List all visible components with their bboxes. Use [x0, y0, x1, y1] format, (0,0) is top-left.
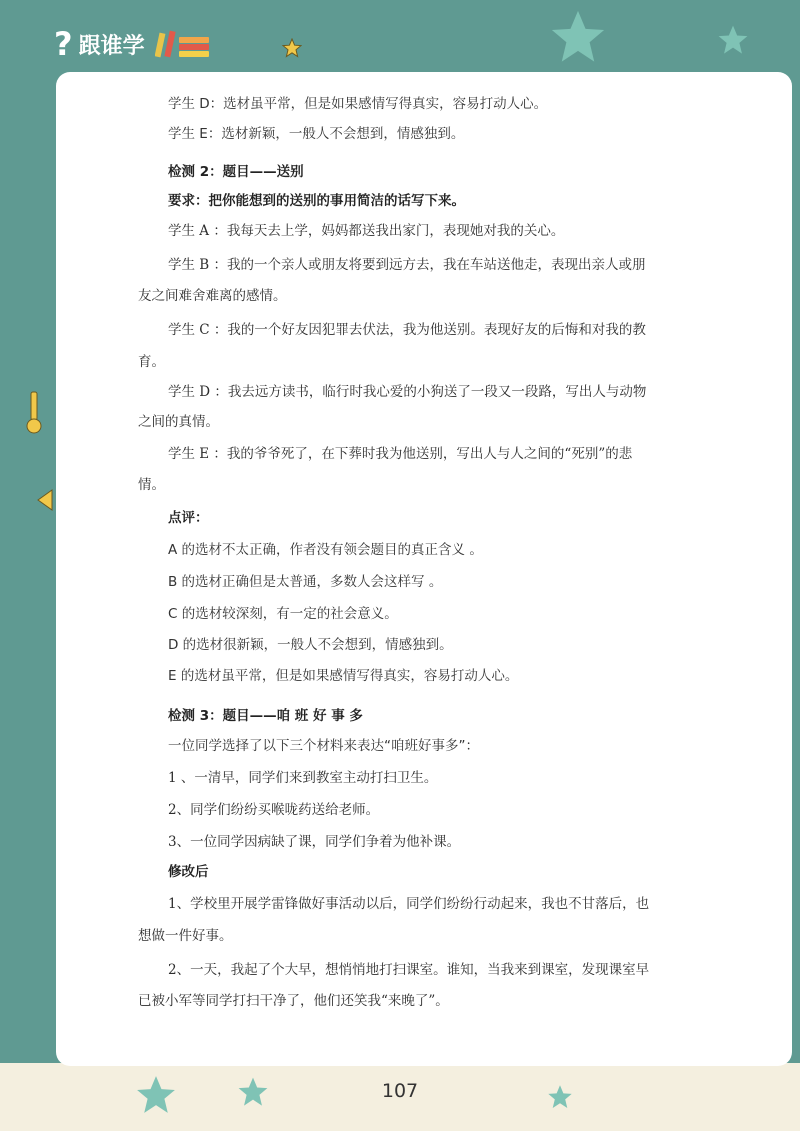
- text-line: 学生 E ：我的爷爷死了，在下葬时我为他送别，写出人与人之间的“死别”的悲: [168, 446, 633, 462]
- text-line: 情。: [138, 477, 165, 493]
- review-heading: 点评：: [168, 510, 209, 526]
- text-line: 学生 D：选材虽平常，但是如果感情写得真实，容易打动人心。: [168, 96, 548, 112]
- text-line: 一位同学选择了以下三个材料来表达“咱班好事多”：: [168, 738, 479, 754]
- text-line: 2、同学们纷纷买喉咙药送给老师。: [168, 802, 380, 818]
- page-number: 107: [381, 1080, 419, 1102]
- text-line: E 的选材虽平常，但是如果感情写得真实，容易打动人心。: [168, 668, 519, 684]
- text-line: 学生 C ：我的一个好友因犯罪去伏法，我为他送别。表现好友的后悔和对我的教: [168, 322, 646, 338]
- text-line: 3、一位同学因病缺了课，同学们争着为他补课。: [168, 834, 461, 850]
- text-line: C 的选材较深刻，有一定的社会意义。: [168, 606, 398, 622]
- question-mark-icon: ?: [54, 25, 73, 63]
- text-line: 想做一件好事。: [138, 928, 233, 944]
- text-line: 学生 B ：我的一个亲人或朋友将要到远方去，我在车站送他走，表现出亲人或朋: [168, 257, 646, 273]
- triangle-icon: [36, 488, 54, 512]
- spoon-icon: [20, 390, 48, 438]
- requirement-line: 要求：把你能想到的送别的事用简洁的话写下来。: [168, 193, 465, 209]
- text-line: 育。: [138, 354, 165, 370]
- text-line: 友之间难舍难离的感情。: [138, 288, 287, 304]
- star-icon: [716, 24, 750, 56]
- text-line: 已被小军等同学打扫干净了，他们还笑我“来晚了”。: [138, 993, 449, 1009]
- brand-name: 跟谁学: [78, 33, 145, 59]
- text-line: 1、学校里开展学雷锋做好事活动以后，同学们纷纷行动起来，我也不甘落后，也: [168, 896, 650, 912]
- text-line: 之间的真情。: [138, 414, 219, 430]
- text-line: A 的选材不太正确，作者没有领会题目的真正含义 。: [168, 542, 483, 558]
- star-icon: [282, 38, 302, 58]
- section-heading: 检测 3：题目——咱 班 好 事 多: [168, 708, 363, 724]
- brand-logo: [54, 26, 213, 62]
- section-heading: 检测 2：题目——送别: [168, 164, 304, 180]
- books-icon: [155, 27, 213, 61]
- text-line: 学生 A ：我每天去上学，妈妈都送我出家门，表现她对我的关心。: [168, 223, 565, 239]
- text-line: 2、一天，我起了个大早，想悄悄地打扫课室。谁知，当我来到课室，发现课室早: [168, 962, 650, 978]
- text-line: 学生 E：选材新颖，一般人不会想到，情感独到。: [168, 126, 465, 142]
- text-line: B 的选材正确但是太普通，多数人会这样写 。: [168, 574, 443, 590]
- star-icon: [548, 8, 608, 66]
- revised-heading: 修改后: [168, 864, 209, 880]
- text-line: D 的选材很新颖，一般人不会想到，情感独到。: [168, 637, 453, 653]
- text-line: 学生 D ：我去远方读书，临行时我心爱的小狗送了一段又一段路，写出人与动物: [168, 384, 647, 400]
- text-line: 1 、一清早，同学们来到教室主动打扫卫生。: [168, 770, 438, 786]
